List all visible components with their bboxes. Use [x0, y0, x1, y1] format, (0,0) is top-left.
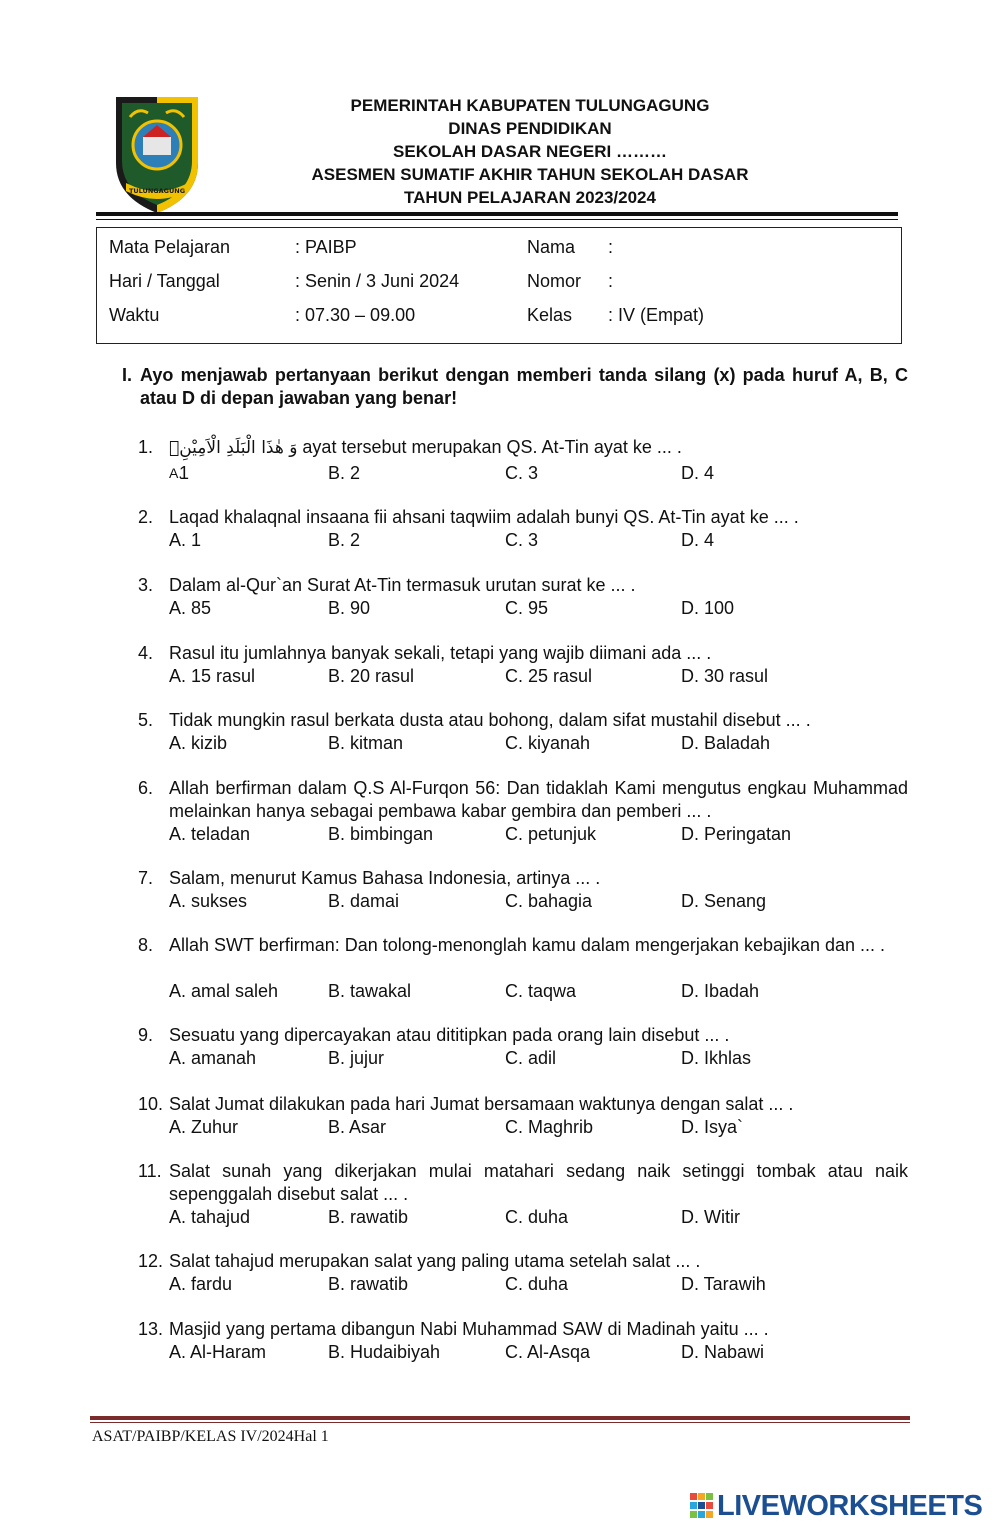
- info-value: : Senin / 3 Juni 2024: [295, 271, 460, 291]
- option-c[interactable]: C. Al-Asqa: [505, 1342, 591, 1362]
- info-label: Waktu: [109, 305, 160, 325]
- option-c[interactable]: C. adil: [505, 1048, 557, 1068]
- answer-options: [169, 732, 908, 755]
- liveworksheets-logo-icon: [690, 1493, 714, 1519]
- answer-options: [169, 980, 908, 1003]
- option-a-letter: A.: [169, 465, 183, 481]
- option-a[interactable]: A. tahajud: [169, 1207, 251, 1227]
- answer-options: [169, 1206, 908, 1229]
- option-b[interactable]: B. Asar: [328, 1117, 387, 1137]
- info-value: : PAIBP: [295, 237, 357, 257]
- question-text: Allah berfirman dalam Q.S Al-Furqon 56: Dan tidaklah Kami mengutus engkau Muhammad melainkan hanya sebagai pembawa kabar gembira dan pemberi ... .: [169, 778, 908, 821]
- header-line-department: DINAS PENDIDIKAN: [448, 119, 612, 138]
- option-b[interactable]: B. tawakal: [328, 981, 412, 1001]
- option-d[interactable]: D. Senang: [681, 891, 767, 911]
- info-row-subject: [97, 235, 901, 259]
- answer-options: [169, 597, 908, 620]
- header-line-school: SEKOLAH DASAR NEGERI ………: [393, 142, 667, 161]
- info-row-time: [97, 303, 901, 327]
- option-c[interactable]: C. petunjuk: [505, 824, 597, 844]
- option-a[interactable]: A. 1: [169, 530, 202, 550]
- option-d[interactable]: D. Nabawi: [681, 1342, 765, 1362]
- option-b[interactable]: B. 2: [328, 530, 361, 550]
- question-number: 4.: [138, 643, 154, 663]
- option-c[interactable]: C. 25 rasul: [505, 666, 593, 686]
- option-b[interactable]: B. jujur: [328, 1048, 385, 1068]
- option-b[interactable]: B. Hudaibiyah: [328, 1342, 441, 1362]
- question-text: Laqad khalaqnal insaana fii ahsani taqwiim adalah bunyi QS. At-Tin ayat ke ... .: [169, 507, 799, 527]
- option-c[interactable]: C. bahagia: [505, 891, 593, 911]
- question-text: Rasul itu jumlahnya banyak sekali, tetapi yang wajib diimani ada ... .: [169, 643, 712, 663]
- question-number: 11.: [138, 1161, 162, 1181]
- info-label: Hari / Tanggal: [109, 271, 220, 291]
- option-d[interactable]: D. 4: [681, 530, 715, 550]
- option-a[interactable]: A. teladan: [169, 824, 251, 844]
- answer-options: [169, 1116, 908, 1139]
- question-text: Salat sunah yang dikerjakan mulai matahari sedang naik setinggi tombak atau naik sepenggalah disebut salat ... .: [169, 1161, 908, 1204]
- question-text: [169, 436, 908, 460]
- option-d[interactable]: D. 100: [681, 598, 735, 618]
- question-number: 12.: [138, 1251, 164, 1271]
- option-c[interactable]: C. Maghrib: [505, 1117, 594, 1137]
- info-label: Mata Pelajaran: [109, 237, 231, 257]
- option-d[interactable]: D. 4: [681, 463, 715, 483]
- answer-options: [169, 1341, 908, 1364]
- option-d[interactable]: D. Ikhlas: [681, 1048, 752, 1068]
- option-a-text: 1: [179, 463, 190, 483]
- footer-divider-thin: [90, 1422, 910, 1423]
- answer-options: [169, 1047, 908, 1070]
- option-b[interactable]: B. 20 rasul: [328, 666, 415, 686]
- option-c[interactable]: C. 3: [505, 530, 539, 550]
- question-text: Sesuatu yang dipercayakan atau dititipkan pada orang lain disebut ... .: [169, 1025, 730, 1045]
- question-number: 1.: [138, 437, 154, 457]
- question-number: 7.: [138, 868, 154, 888]
- option-a[interactable]: A. kizib: [169, 733, 228, 753]
- option-a[interactable]: A. 85: [169, 598, 212, 618]
- question-text: Salat tahajud merupakan salat yang paling utama setelah salat ... .: [169, 1251, 701, 1271]
- header-line-assessment: ASESMEN SUMATIF AKHIR TAHUN SEKOLAH DASAR: [311, 165, 749, 184]
- header-line-year: TAHUN PELAJARAN 2023/2024: [404, 188, 656, 207]
- question-number: 3.: [138, 575, 154, 595]
- info-label-name: Nama: [527, 237, 576, 257]
- option-d[interactable]: D. 30 rasul: [681, 666, 769, 686]
- question-number: 6.: [138, 778, 154, 798]
- footer-divider-thick: [90, 1416, 910, 1420]
- class-value: : IV (Empat): [608, 305, 705, 325]
- number-field[interactable]: :: [608, 271, 614, 291]
- question-text: Tidak mungkin rasul berkata dusta atau bohong, dalam sifat mustahil disebut ... .: [169, 710, 811, 730]
- option-a[interactable]: A. sukses: [169, 891, 248, 911]
- question-text: Dalam al-Qur`an Surat At-Tin termasuk urutan surat ke ... .: [169, 575, 636, 595]
- answer-options: [169, 823, 908, 846]
- info-row-date: [97, 269, 901, 293]
- option-a[interactable]: A. Al-Haram: [169, 1342, 267, 1362]
- option-a[interactable]: A. amanah: [169, 1048, 257, 1068]
- answer-options: [169, 529, 908, 552]
- option-b[interactable]: B. rawatib: [328, 1274, 409, 1294]
- question-number: 9.: [138, 1025, 154, 1045]
- question-number: 2.: [138, 507, 154, 527]
- option-c[interactable]: C. duha: [505, 1274, 569, 1294]
- option-d[interactable]: D. Tarawih: [681, 1274, 766, 1294]
- exam-info-box: [96, 227, 902, 344]
- header-divider-thin: [96, 219, 898, 220]
- question-number: 10.: [138, 1094, 164, 1114]
- option-b[interactable]: B. rawatib: [328, 1207, 409, 1227]
- brand-name: LIVEWORKSHEETS: [717, 1490, 983, 1522]
- header-line-government: PEMERINTAH KABUPATEN TULUNGAGUNG: [350, 96, 710, 115]
- question-number: 8.: [138, 935, 154, 955]
- option-a[interactable]: A. Zuhur: [169, 1117, 239, 1137]
- option-b[interactable]: B. 90: [328, 598, 371, 618]
- option-b[interactable]: B. 2: [328, 463, 361, 483]
- liveworksheets-brand[interactable]: [690, 1488, 990, 1524]
- option-d[interactable]: D. Ibadah: [681, 981, 760, 1001]
- info-label-class: Kelas: [527, 305, 573, 325]
- question-text: Salat Jumat dilakukan pada hari Jumat bersamaan waktunya dengan salat ... .: [169, 1094, 794, 1114]
- option-a[interactable]: A. fardu: [169, 1274, 233, 1294]
- question-text-latin: ayat tersebut merupakan QS. At-Tin ayat ke ... .: [297, 437, 682, 457]
- info-value: : 07.30 – 09.00: [295, 305, 416, 325]
- footer-page-label: ASAT/PAIBP/KELAS IV/2024Hal 1: [92, 1428, 329, 1445]
- option-a[interactable]: [169, 462, 190, 485]
- question-number: 5.: [138, 710, 154, 730]
- option-d[interactable]: D. Peringatan: [681, 824, 792, 844]
- question-text: Masjid yang pertama dibangun Nabi Muhammad SAW di Madinah yaitu ... .: [169, 1319, 769, 1339]
- answer-options: [169, 1273, 908, 1296]
- option-c[interactable]: C. kiyanah: [505, 733, 591, 753]
- instruction-text: Ayo menjawab pertanyaan berikut dengan memberi tanda silang (x) pada huruf A, B, C atau D di depan jawaban yang benar!: [140, 365, 908, 408]
- option-d[interactable]: D. Baladah: [681, 733, 771, 753]
- answer-options: [169, 890, 908, 913]
- option-b[interactable]: B. bimbingan: [328, 824, 434, 844]
- option-b[interactable]: B. damai: [328, 891, 400, 911]
- option-c[interactable]: C. taqwa: [505, 981, 577, 1001]
- option-c[interactable]: C. 95: [505, 598, 549, 618]
- option-b[interactable]: B. kitman: [328, 733, 404, 753]
- header-divider-thick: [96, 212, 898, 216]
- name-field[interactable]: :: [608, 237, 614, 257]
- option-c[interactable]: C. 3: [505, 463, 539, 483]
- document-header: [0, 0, 1000, 220]
- arabic-verse: وَ هٰذَا الْبَلَدِ الْاَمِيْنِۙ: [169, 438, 298, 458]
- question-text: Salam, menurut Kamus Bahasa Indonesia, artinya ... .: [169, 868, 601, 888]
- question-text: Allah SWT berfirman: Dan tolong-menonglah kamu dalam mengerjakan kebajikan dan ... .: [169, 935, 886, 955]
- section-number: I.: [122, 365, 133, 385]
- option-a[interactable]: A. 15 rasul: [169, 666, 256, 686]
- answer-options: [169, 665, 908, 688]
- option-d[interactable]: D. Isya`: [681, 1117, 744, 1137]
- option-c[interactable]: C. duha: [505, 1207, 569, 1227]
- logo-text: TULUNGAGUNG: [128, 187, 186, 195]
- header-titles: [160, 94, 900, 209]
- info-label-number: Nomor: [527, 271, 582, 291]
- option-a[interactable]: A. amal saleh: [169, 981, 279, 1001]
- question-number: 13.: [138, 1319, 164, 1339]
- answer-options: [169, 462, 908, 485]
- option-d[interactable]: D. Witir: [681, 1207, 740, 1227]
